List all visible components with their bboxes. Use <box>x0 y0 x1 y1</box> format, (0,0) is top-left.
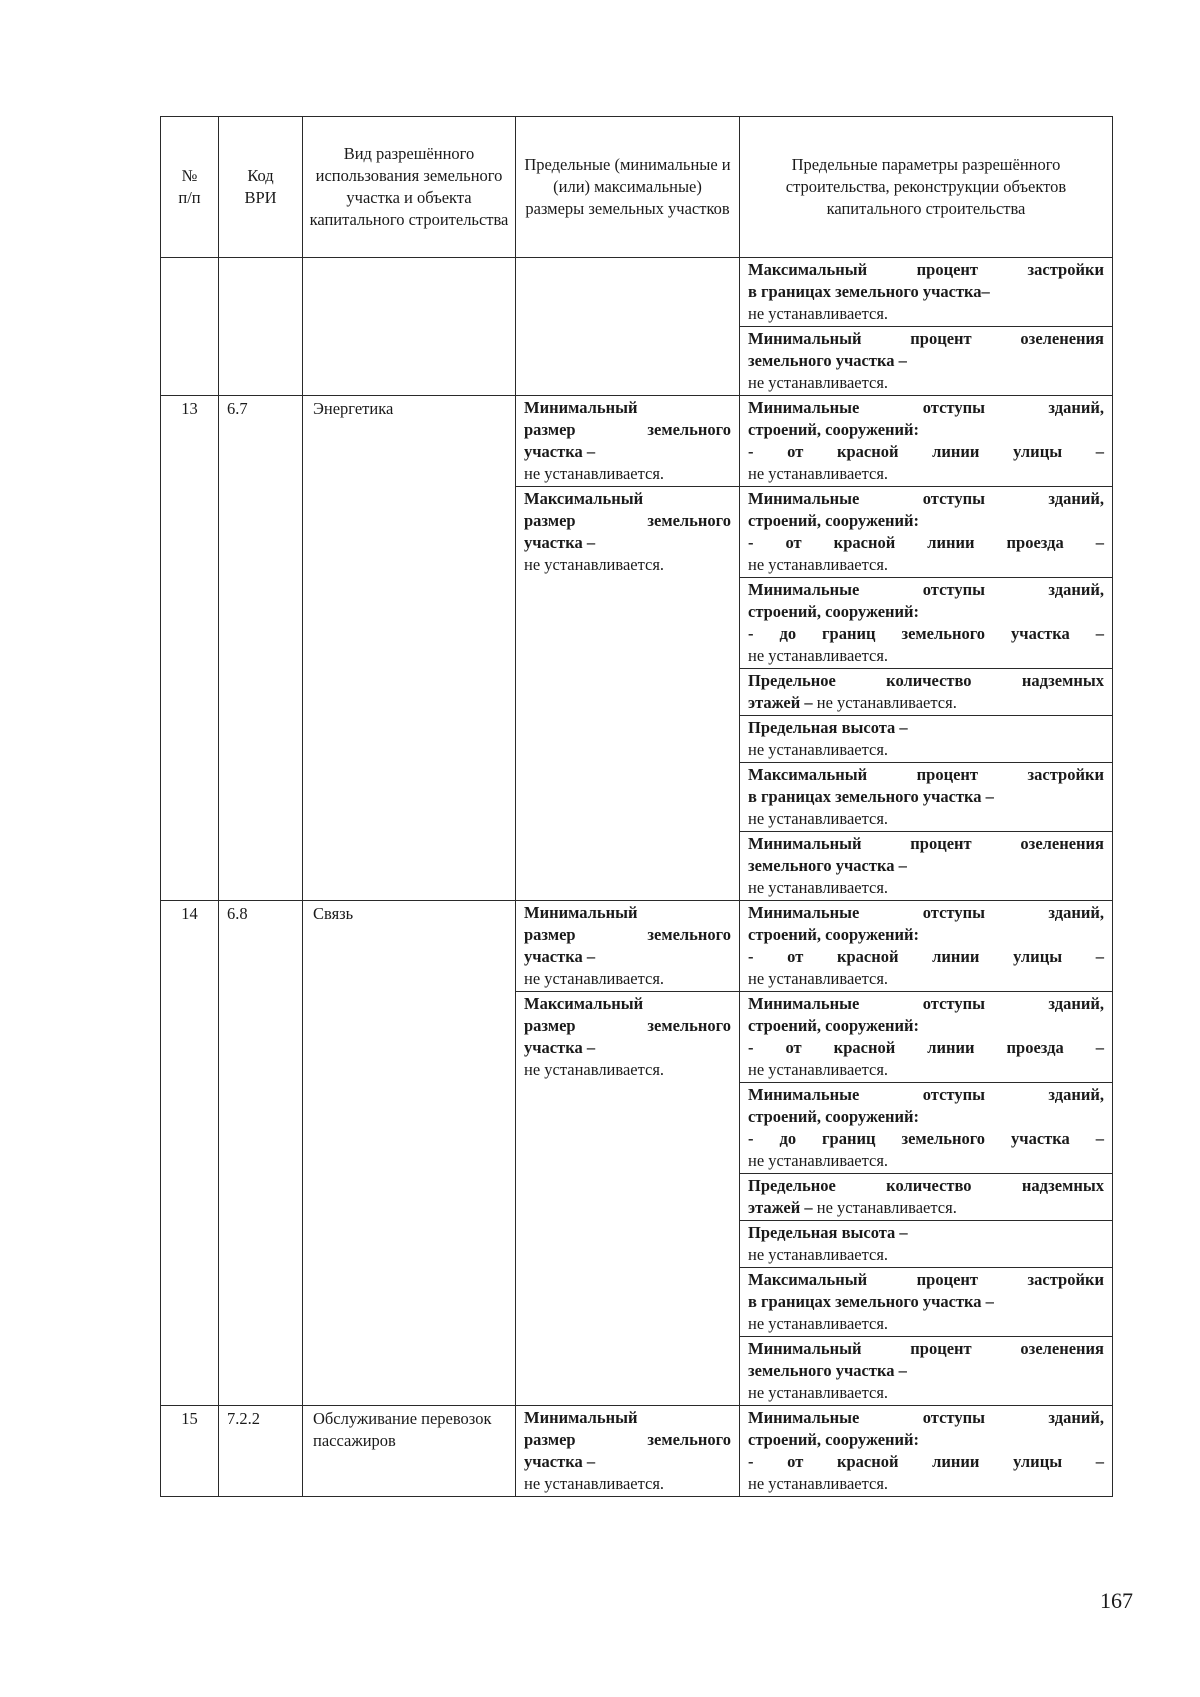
param-min-green: Минимальный процент озеленения земельного участка – не устанавливается. <box>740 831 1112 900</box>
regulations-table <box>160 116 1113 1497</box>
table-header-row <box>161 117 1113 258</box>
param-max-built: Максимальный процент застройки в границах земельного участка– не устанавливается. <box>748 260 1104 323</box>
size-max: Максимальный размер земельного участка – не устанавливается. <box>516 991 739 1082</box>
param-min-green: Минимальный процент озеленения земельного участка – не устанавливается. <box>740 1336 1112 1405</box>
param-min-green: Минимальный процент озеленения земельного участка – не устанавливается. <box>740 326 1112 395</box>
row-kind: Обслуживание перевозок пассажиров <box>303 1406 516 1497</box>
param-max-built: Максимальный процент застройки в границах земельного участка – не устанавливается. <box>740 1267 1112 1336</box>
page-number: 167 <box>1100 1588 1133 1613</box>
size-cell <box>516 1406 740 1497</box>
params-cell <box>740 1406 1113 1497</box>
header-number: № п/п <box>161 117 219 258</box>
param-setback-street: Минимальные отступы зданий, строений, сооружений: - от красной линии улицы – не устанавливается. <box>748 398 1104 483</box>
param-setback-driveway: Минимальные отступы зданий, строений, сооружений: - от красной линии проезда – не устанавливается. <box>740 486 1112 577</box>
table-row <box>161 1406 1113 1497</box>
param-setback-street: Минимальные отступы зданий, строений, сооружений: - от красной линии улицы – не устанавливается. <box>748 903 1104 988</box>
params-cell <box>740 396 1113 901</box>
header-code: Код ВРИ <box>219 117 303 258</box>
param-setback-driveway: Минимальные отступы зданий, строений, сооружений: - от красной линии проезда – не устанавливается. <box>740 991 1112 1082</box>
header-kind: Вид разрешённого использования земельного участка и объекта капитального строительства <box>303 117 516 258</box>
params-cell <box>740 901 1113 1406</box>
table-row <box>161 901 1113 1406</box>
param-height: Предельная высота – не устанавливается. <box>740 1220 1112 1267</box>
table-row <box>161 396 1113 901</box>
param-floors: Предельное количество надземных этажей – не устанавливается. <box>740 1173 1112 1220</box>
size-max: Максимальный размер земельного участка – не устанавливается. <box>516 486 739 577</box>
table-row-continuation <box>161 258 1113 396</box>
size-min: Минимальный размер земельного участка – не устанавливается. <box>524 398 731 483</box>
size-cell <box>516 901 740 1406</box>
row-number: 14 <box>161 901 219 1406</box>
row-code: 6.8 <box>219 901 303 1406</box>
header-params: Предельные параметры разрешённого строительства, реконструкции объектов капитального строительства <box>740 117 1113 258</box>
row-number: 13 <box>161 396 219 901</box>
size-min: Минимальный размер земельного участка – не устанавливается. <box>524 903 731 988</box>
param-setback-boundary: Минимальные отступы зданий, строений, сооружений: - до границ земельного участка – не устанавливается. <box>740 577 1112 668</box>
param-floors: Предельное количество надземных этажей – не устанавливается. <box>740 668 1112 715</box>
header-size: Предельные (минимальные и (или) максимальные) размеры земельных участков <box>516 117 740 258</box>
param-height: Предельная высота – не устанавливается. <box>740 715 1112 762</box>
params-cell <box>740 258 1113 396</box>
size-cell <box>516 396 740 901</box>
param-setback-street: Минимальные отступы зданий, строений, сооружений: - от красной линии улицы – не устанавливается. <box>748 1408 1104 1493</box>
row-kind: Энергетика <box>303 396 516 901</box>
size-min: Минимальный размер земельного участка – не устанавливается. <box>524 1408 731 1493</box>
row-code: 7.2.2 <box>219 1406 303 1497</box>
row-number: 15 <box>161 1406 219 1497</box>
row-kind: Связь <box>303 901 516 1406</box>
param-setback-boundary: Минимальные отступы зданий, строений, сооружений: - до границ земельного участка – не устанавливается. <box>740 1082 1112 1173</box>
param-max-built: Максимальный процент застройки в границах земельного участка – не устанавливается. <box>740 762 1112 831</box>
row-code: 6.7 <box>219 396 303 901</box>
